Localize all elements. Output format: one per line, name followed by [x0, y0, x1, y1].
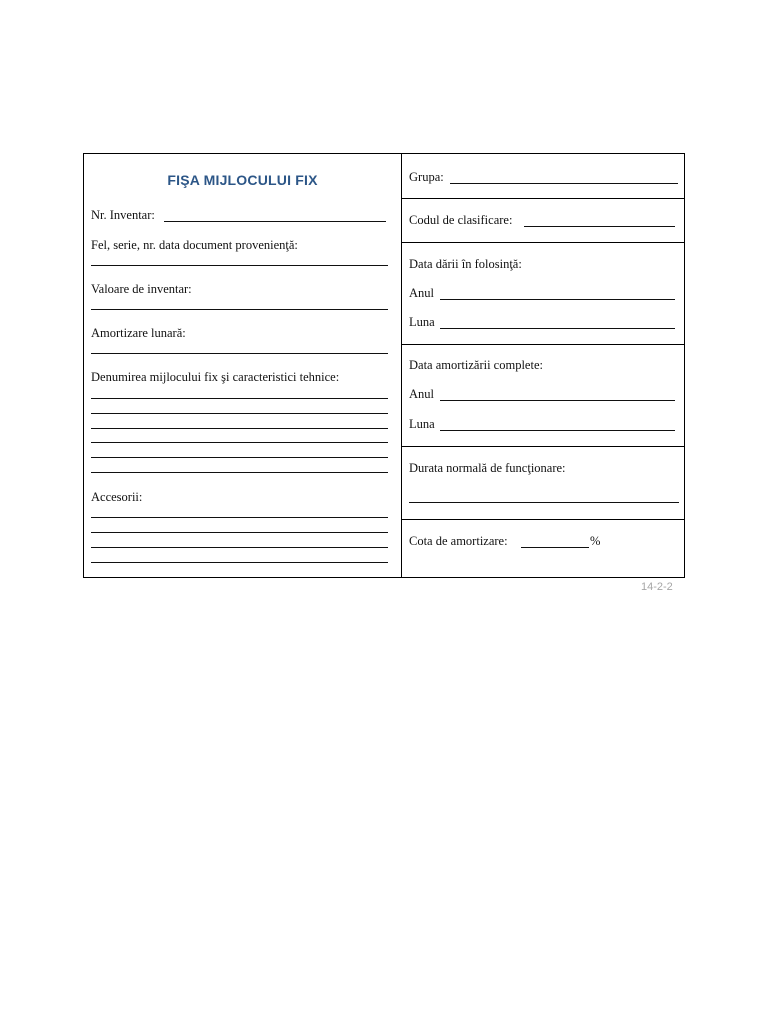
valoare-label: Valoare de inventar:	[91, 282, 192, 296]
denumire-line-6[interactable]	[91, 472, 388, 473]
valoare-field[interactable]	[91, 309, 388, 310]
data-darii-section	[402, 243, 684, 345]
nr-inventar-field[interactable]	[164, 221, 386, 222]
codul-label: Codul de clasificare:	[409, 213, 513, 227]
codul-field[interactable]	[524, 226, 675, 227]
fel-serie-field[interactable]	[91, 265, 388, 266]
amortizare-lunara-field[interactable]	[91, 353, 388, 354]
denumire-line-2[interactable]	[91, 413, 388, 414]
luna-1-field[interactable]	[440, 328, 675, 329]
grupa-section	[402, 154, 684, 199]
grupa-label: Grupa:	[409, 170, 444, 184]
percent-sign: %	[590, 534, 601, 548]
codul-section	[402, 199, 684, 243]
fixed-asset-form	[83, 153, 685, 578]
cota-section	[402, 520, 684, 579]
luna-2-label: Luna	[409, 417, 435, 431]
fel-serie-label: Fel, serie, nr. data document provenienţă:	[91, 238, 298, 252]
right-column	[402, 154, 684, 577]
form-code: 14-2-2	[641, 581, 673, 593]
accesorii-line-4[interactable]	[91, 562, 388, 563]
left-column	[84, 154, 402, 577]
durata-section	[402, 447, 684, 520]
anul-1-label: Anul	[409, 286, 434, 300]
anul-2-label: Anul	[409, 387, 434, 401]
accesorii-line-3[interactable]	[91, 547, 388, 548]
accesorii-label: Accesorii:	[91, 490, 143, 504]
nr-inventar-label: Nr. Inventar:	[91, 208, 155, 222]
denumire-line-3[interactable]	[91, 428, 388, 429]
anul-2-field[interactable]	[440, 400, 675, 401]
accesorii-line-2[interactable]	[91, 532, 388, 533]
durata-field[interactable]	[409, 502, 679, 503]
luna-2-field[interactable]	[440, 430, 675, 431]
denumire-line-1[interactable]	[91, 398, 388, 399]
luna-1-label: Luna	[409, 315, 435, 329]
form-title: FIŞA MIJLOCULUI FIX	[167, 172, 318, 188]
denumire-line-5[interactable]	[91, 457, 388, 458]
accesorii-line-1[interactable]	[91, 517, 388, 518]
grupa-field[interactable]	[450, 183, 678, 184]
anul-1-field[interactable]	[440, 299, 675, 300]
durata-label: Durata normală de funcţionare:	[409, 461, 566, 475]
data-amortizarii-section	[402, 345, 684, 447]
denumire-line-4[interactable]	[91, 442, 388, 443]
cota-field[interactable]	[521, 547, 589, 548]
cota-label: Cota de amortizare:	[409, 534, 508, 548]
amortizare-lunara-label: Amortizare lunară:	[91, 326, 186, 340]
denumire-label: Denumirea mijlocului fix şi caracteristici tehnice:	[91, 370, 340, 384]
data-amortizarii-label: Data amortizării complete:	[409, 358, 543, 372]
data-darii-label: Data dării în folosinţă:	[409, 257, 522, 271]
